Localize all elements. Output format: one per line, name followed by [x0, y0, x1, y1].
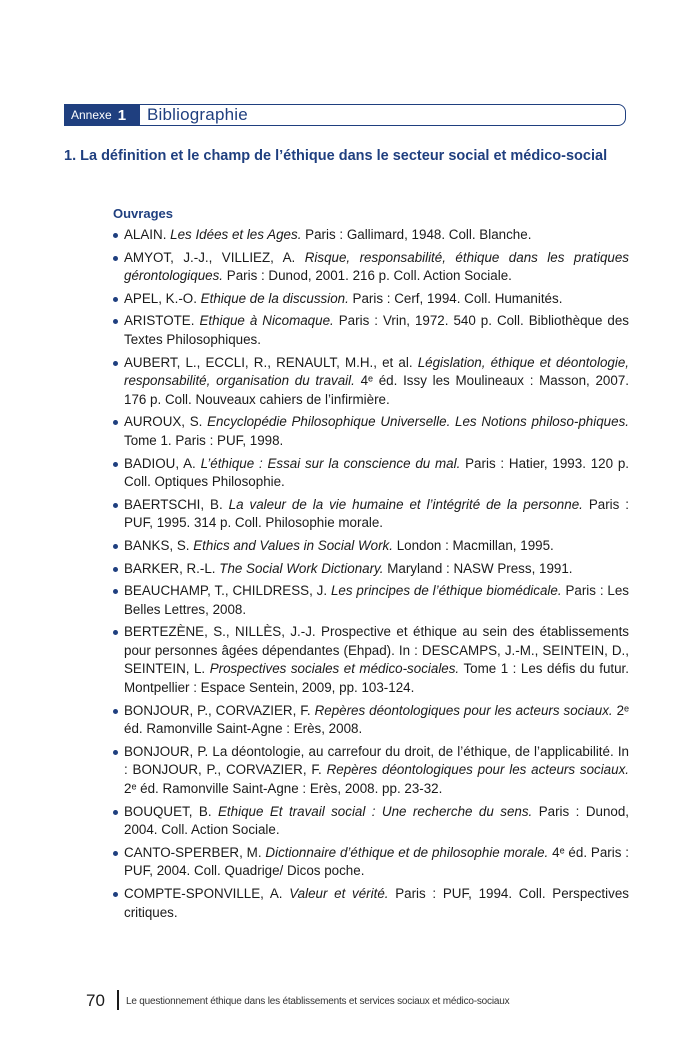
bullet-icon — [113, 361, 118, 366]
bibliography-entry — [113, 844, 629, 881]
entry-author: BONJOUR, P., CORVAZIER, F. — [124, 702, 311, 718]
entry-author: BAERTSCHI, B. — [124, 496, 223, 512]
entry-title: Risque, responsabilité, éthique dans les pratiques gérontologiques. — [124, 249, 629, 284]
entry-author: BEAUCHAMP, T., CHILDRESS, J. — [124, 583, 328, 599]
entry-details: Tome 1 : Les défis du futur. Montpellier : Espace Sentein, 2009, pp. 103-124. — [124, 661, 629, 696]
bibliography-entry — [113, 496, 629, 533]
entry-details: Tome 1. Paris : PUF, 1998. — [124, 432, 284, 448]
bibliography-entry — [113, 743, 629, 799]
entry-details: 2ᵉ éd. Ramonville Saint-Agne : Erès, 2008. pp. 23-32. — [124, 781, 443, 797]
bibliography-list — [113, 226, 629, 926]
entry-details: Paris : Dunod, 2004. Coll. Action Sociale. — [124, 803, 630, 838]
bibliography-entry — [113, 312, 629, 349]
entry-author: CANTO-SPERBER, M. — [124, 844, 262, 860]
entry-details: Maryland : NASW Press, 1991. — [387, 560, 573, 576]
entry-details: Paris : PUF, 1994. Coll. Perspectives critiques. — [124, 886, 629, 920]
bullet-icon — [113, 256, 118, 261]
bibliography-entry — [113, 560, 629, 579]
bullet-icon — [113, 420, 118, 425]
entry-author: BANKS, S. — [124, 537, 190, 553]
bullet-icon — [113, 892, 118, 897]
bullet-icon — [113, 709, 118, 714]
entry-author: ALAIN. — [124, 227, 167, 242]
footer-divider — [117, 990, 119, 1010]
entry-details: 2ᵉ éd. Ramonville Saint-Agne : Erès, 2008. — [124, 702, 629, 737]
entry-title: L’éthique : Essai sur la conscience du mal. — [200, 455, 461, 471]
entry-author: BOUQUET, B. — [124, 803, 212, 819]
entry-author: AUROUX, S. — [124, 414, 203, 430]
annexe-tag — [65, 105, 140, 125]
entry-title: Ethique à Nicomaque. — [199, 313, 334, 329]
entry-author: BERTEZÈNE, S., NILLÈS, J.-J. Prospective et éthique au sein des établissements pour personnes âgées dépendantes (Ehpad). In : DESCAMPS, J.-M., SEINTEIN, D., SEINTEIN, L. — [124, 624, 629, 677]
bibliography-entry — [113, 290, 629, 309]
entry-title: Les Idées et les Ages. — [170, 227, 302, 242]
annexe-label: Annexe — [71, 108, 112, 122]
entry-title: Repères déontologiques pour les acteurs sociaux. — [314, 702, 613, 718]
entry-author: BARKER, R.-L. — [124, 560, 216, 576]
entry-author: AMYOT, J.-J., VILLIEZ, A. — [124, 249, 296, 265]
entry-title: Valeur et vérité. — [289, 886, 389, 901]
entry-title: The Social Work Dictionary. — [219, 560, 384, 576]
entry-details: Paris : Vrin, 1972. 540 p. Coll. Bibliothèque des Textes Philosophiques. — [124, 313, 629, 347]
bibliography-entry — [113, 249, 629, 286]
entry-title: Dictionnaire d’éthique et de philosophie morale. — [265, 844, 549, 860]
bullet-icon — [113, 319, 118, 324]
bullet-icon — [113, 233, 118, 238]
entry-details: Paris : PUF, 1995. 314 p. Coll. Philosophie morale. — [124, 496, 629, 531]
entry-title: Les principes de l’éthique biomédicale. — [330, 583, 562, 599]
entry-details: 4ᵉ éd. Paris : PUF, 2004. Coll. Quadrige/ Dicos poche. — [124, 844, 629, 879]
annexe-number: 1 — [117, 106, 127, 124]
entry-title: La valeur de la vie humaine et l’intégrité de la personne. — [228, 496, 583, 512]
section-heading-text: 1. La définition et le champ de l’éthique dans le secteur social et médico-social — [64, 148, 608, 164]
entry-author: ARISTOTE. — [124, 313, 195, 329]
entry-details: Paris : Dunod, 2001. 216 p. Coll. Action Sociale. — [226, 268, 512, 284]
bibliography-entry — [113, 582, 629, 619]
entry-details: Paris : Cerf, 1994. Coll. Humanités. — [352, 290, 563, 306]
entry-details: Paris : Gallimard, 1948. Coll. Blanche. — [305, 227, 532, 242]
bullet-icon — [113, 503, 118, 508]
entry-details: London : Macmillan, 1995. — [396, 537, 554, 553]
entry-title: Encyclopédie Philosophique Universelle. Les Notions philoso-phiques. — [207, 414, 629, 430]
bibliography-entry — [113, 623, 629, 697]
footer-text: Le questionnement éthique dans les établissements et services sociaux et médico-sociaux — [126, 996, 510, 1007]
bullet-icon — [113, 851, 118, 856]
bibliography-entry — [113, 354, 629, 410]
section-heading — [64, 146, 630, 166]
entry-title: Prospectives sociales et médico-sociales. — [209, 661, 460, 677]
bullet-icon — [113, 567, 118, 572]
entry-title: Ethics and Values in Social Work. — [193, 537, 393, 553]
entry-author: BADIOU, A. — [124, 455, 196, 471]
bullet-icon — [113, 750, 118, 755]
annexe-banner — [64, 104, 626, 126]
entry-author: COMPTE-SPONVILLE, A. — [124, 886, 283, 901]
bullet-icon — [113, 810, 118, 815]
bibliography-entry — [113, 803, 629, 840]
entry-title: Ethique Et travail social : Une recherche du sens. — [218, 803, 533, 819]
page-number: 70 — [86, 991, 105, 1010]
bullet-icon — [113, 630, 118, 635]
entry-details: 4ᵉ éd. Issy les Moulineaux : Masson, 2007. 176 p. Coll. Nouveaux cahiers de l’infirmière. — [124, 373, 629, 407]
subheading-ouvrages: Ouvrages — [113, 206, 173, 221]
bullet-icon — [113, 462, 118, 467]
annexe-title: Bibliographie — [147, 105, 248, 124]
entry-author: BONJOUR, P. La déontologie, au carrefour du droit, de l’éthique, de l’applicabilité. In : BONJOUR, P., CORVAZIER, F. — [124, 743, 629, 778]
bibliography-entry — [113, 702, 629, 739]
entry-details: Paris : Les Belles Lettres, 2008. — [124, 583, 630, 617]
bibliography-entry — [113, 226, 629, 245]
entry-title: Repères déontologiques pour les acteurs sociaux. — [326, 762, 629, 778]
entry-title: Ethique de la discussion. — [200, 290, 349, 306]
bullet-icon — [113, 589, 118, 594]
bullet-icon — [113, 544, 118, 549]
bibliography-entry — [113, 537, 629, 556]
bullet-icon — [113, 297, 118, 302]
bibliography-entry — [113, 885, 629, 922]
entry-author: APEL, K.-O. — [124, 290, 197, 306]
entry-details: Paris : Hatier, 1993. 120 p. Coll. Optiques Philosophie. — [124, 455, 629, 490]
bibliography-entry — [113, 413, 629, 450]
bibliography-entry — [113, 455, 629, 492]
entry-author: AUBERT, L., ECCLI, R., RENAULT, M.H., et al. — [124, 354, 413, 370]
entry-title: Législation, éthique et déontologie, responsabilité, organisation du travail. — [124, 354, 629, 389]
